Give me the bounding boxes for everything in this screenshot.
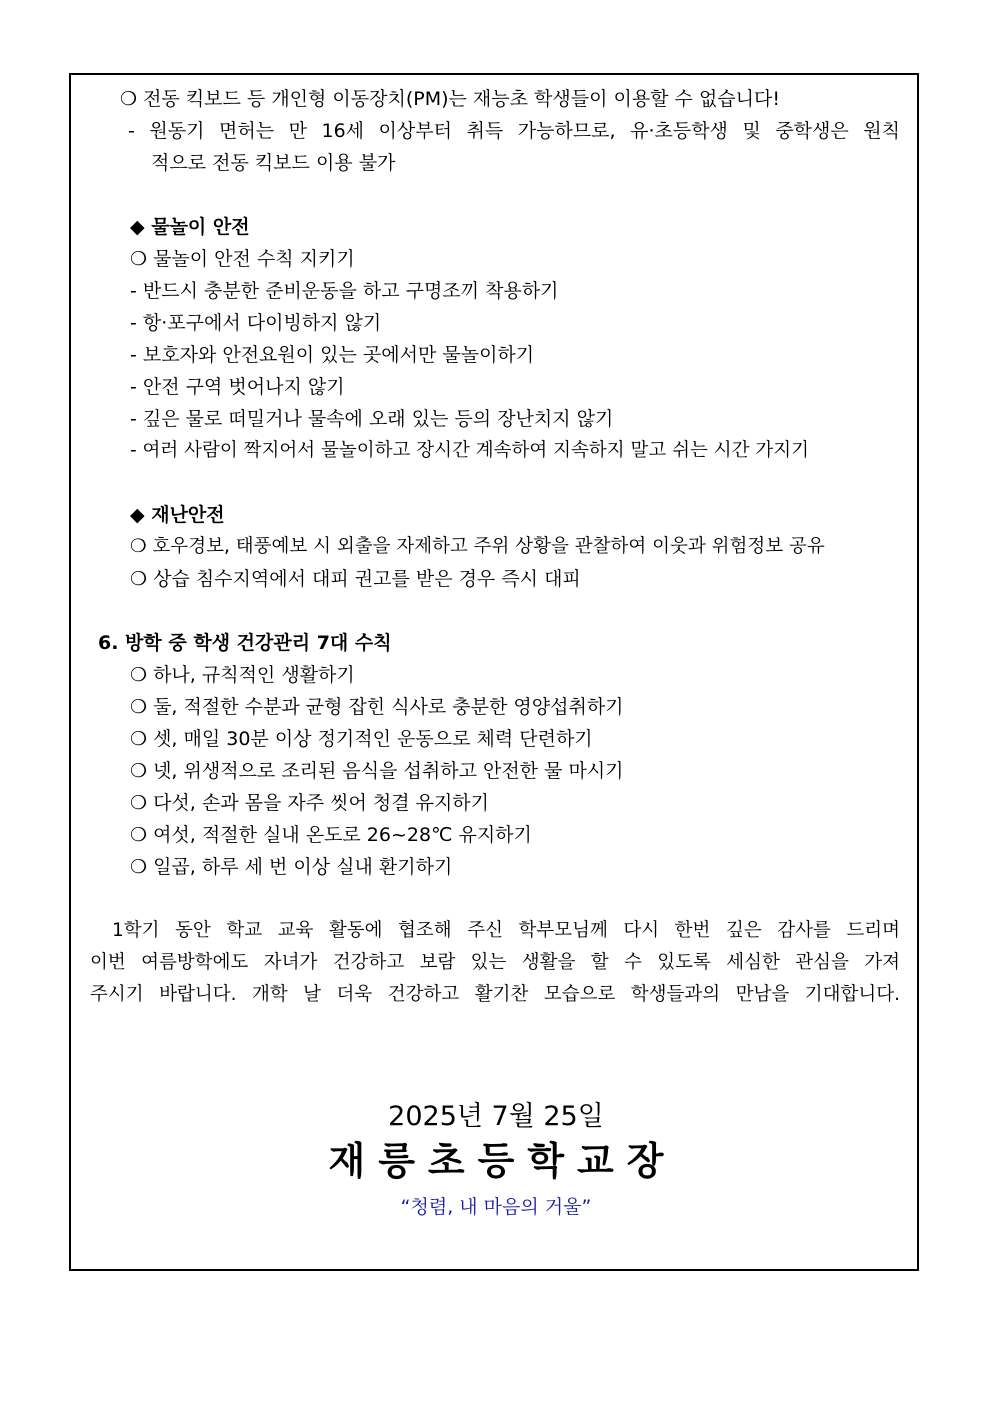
pm-line-1: - 원동기 면허는 만 16세 이상부터 취득 가능하므로, 유·초등학생 및 중학생은 원칙 [128, 120, 900, 142]
water-safety-subheading: ❍ 물놀이 안전 수칙 지키기 [130, 248, 355, 270]
water-item: - 반드시 충분한 준비운동을 하고 구명조끼 착용하기 [130, 280, 559, 302]
health-section-title: 6. 방학 중 학생 건강관리 7대 수칙 [98, 632, 392, 654]
water-item: - 보호자와 안전요원이 있는 곳에서만 물놀이하기 [130, 344, 535, 366]
issue-date: 2025년 7월 25일 [388, 1101, 604, 1132]
disaster-item: ❍ 상습 침수지역에서 대피 권고를 받은 경우 즉시 대피 [130, 568, 581, 590]
water-safety-title: ◆ 물놀이 안전 [130, 216, 250, 238]
closing-line-1: 1학기 동안 학교 교육 활동에 협조해 주신 학부모님께 다시 한번 깊은 감사를 드리며 [112, 920, 900, 941]
disaster-item: ❍ 호우경보, 태풍예보 시 외출을 자제하고 주위 상황을 관찰하여 이웃과 위험정보 공유 [130, 536, 825, 557]
water-item: - 여러 사람이 짝지어서 물놀이하고 장시간 계속하여 지속하지 말고 쉬는 시간 가지기 [130, 440, 809, 461]
school-motto: “청렴, 내 마음의 거울” [400, 1196, 592, 1218]
health-rule: ❍ 셋, 매일 30분 이상 정기적인 운동으로 체력 단련하기 [130, 728, 593, 750]
pm-line-2: 적으로 전동 킥보드 이용 불가 [151, 152, 396, 174]
health-rule: ❍ 둘, 적절한 수분과 균형 잡힌 식사로 충분한 영양섭취하기 [130, 696, 624, 718]
closing-line-2: 이번 여름방학에도 자녀가 건강하고 보람 있는 생활을 할 수 있도록 세심한 관심을 가져 [90, 952, 900, 973]
health-rule: ❍ 다섯, 손과 몸을 자주 씻어 청결 유지하기 [130, 792, 490, 814]
pm-heading: ❍ 전동 킥보드 등 개인형 이동장치(PM)는 재능초 학생들이 이용할 수 없습니다! [120, 88, 780, 110]
water-item: - 안전 구역 벗어나지 않기 [130, 376, 345, 398]
health-rule: ❍ 하나, 규칙적인 생활하기 [130, 664, 355, 686]
health-rule: ❍ 일곱, 하루 세 번 이상 실내 환기하기 [130, 856, 453, 878]
water-item: - 깊은 물로 떠밀거나 물속에 오래 있는 등의 장난치지 않기 [130, 408, 614, 430]
health-rule: ❍ 넷, 위생적으로 조리된 음식을 섭취하고 안전한 물 마시기 [130, 760, 624, 782]
health-rule: ❍ 여섯, 적절한 실내 온도로 26~28℃ 유지하기 [130, 824, 532, 846]
water-item: - 항·포구에서 다이빙하지 않기 [130, 312, 382, 334]
disaster-safety-title: ◆ 재난안전 [130, 504, 225, 526]
school-principal: 재릉초등학교장 [328, 1139, 677, 1183]
closing-line-3: 주시기 바랍니다. 개학 날 더욱 건강하고 활기찬 모습으로 학생들과의 만남을 기대합니다. [90, 984, 900, 1005]
